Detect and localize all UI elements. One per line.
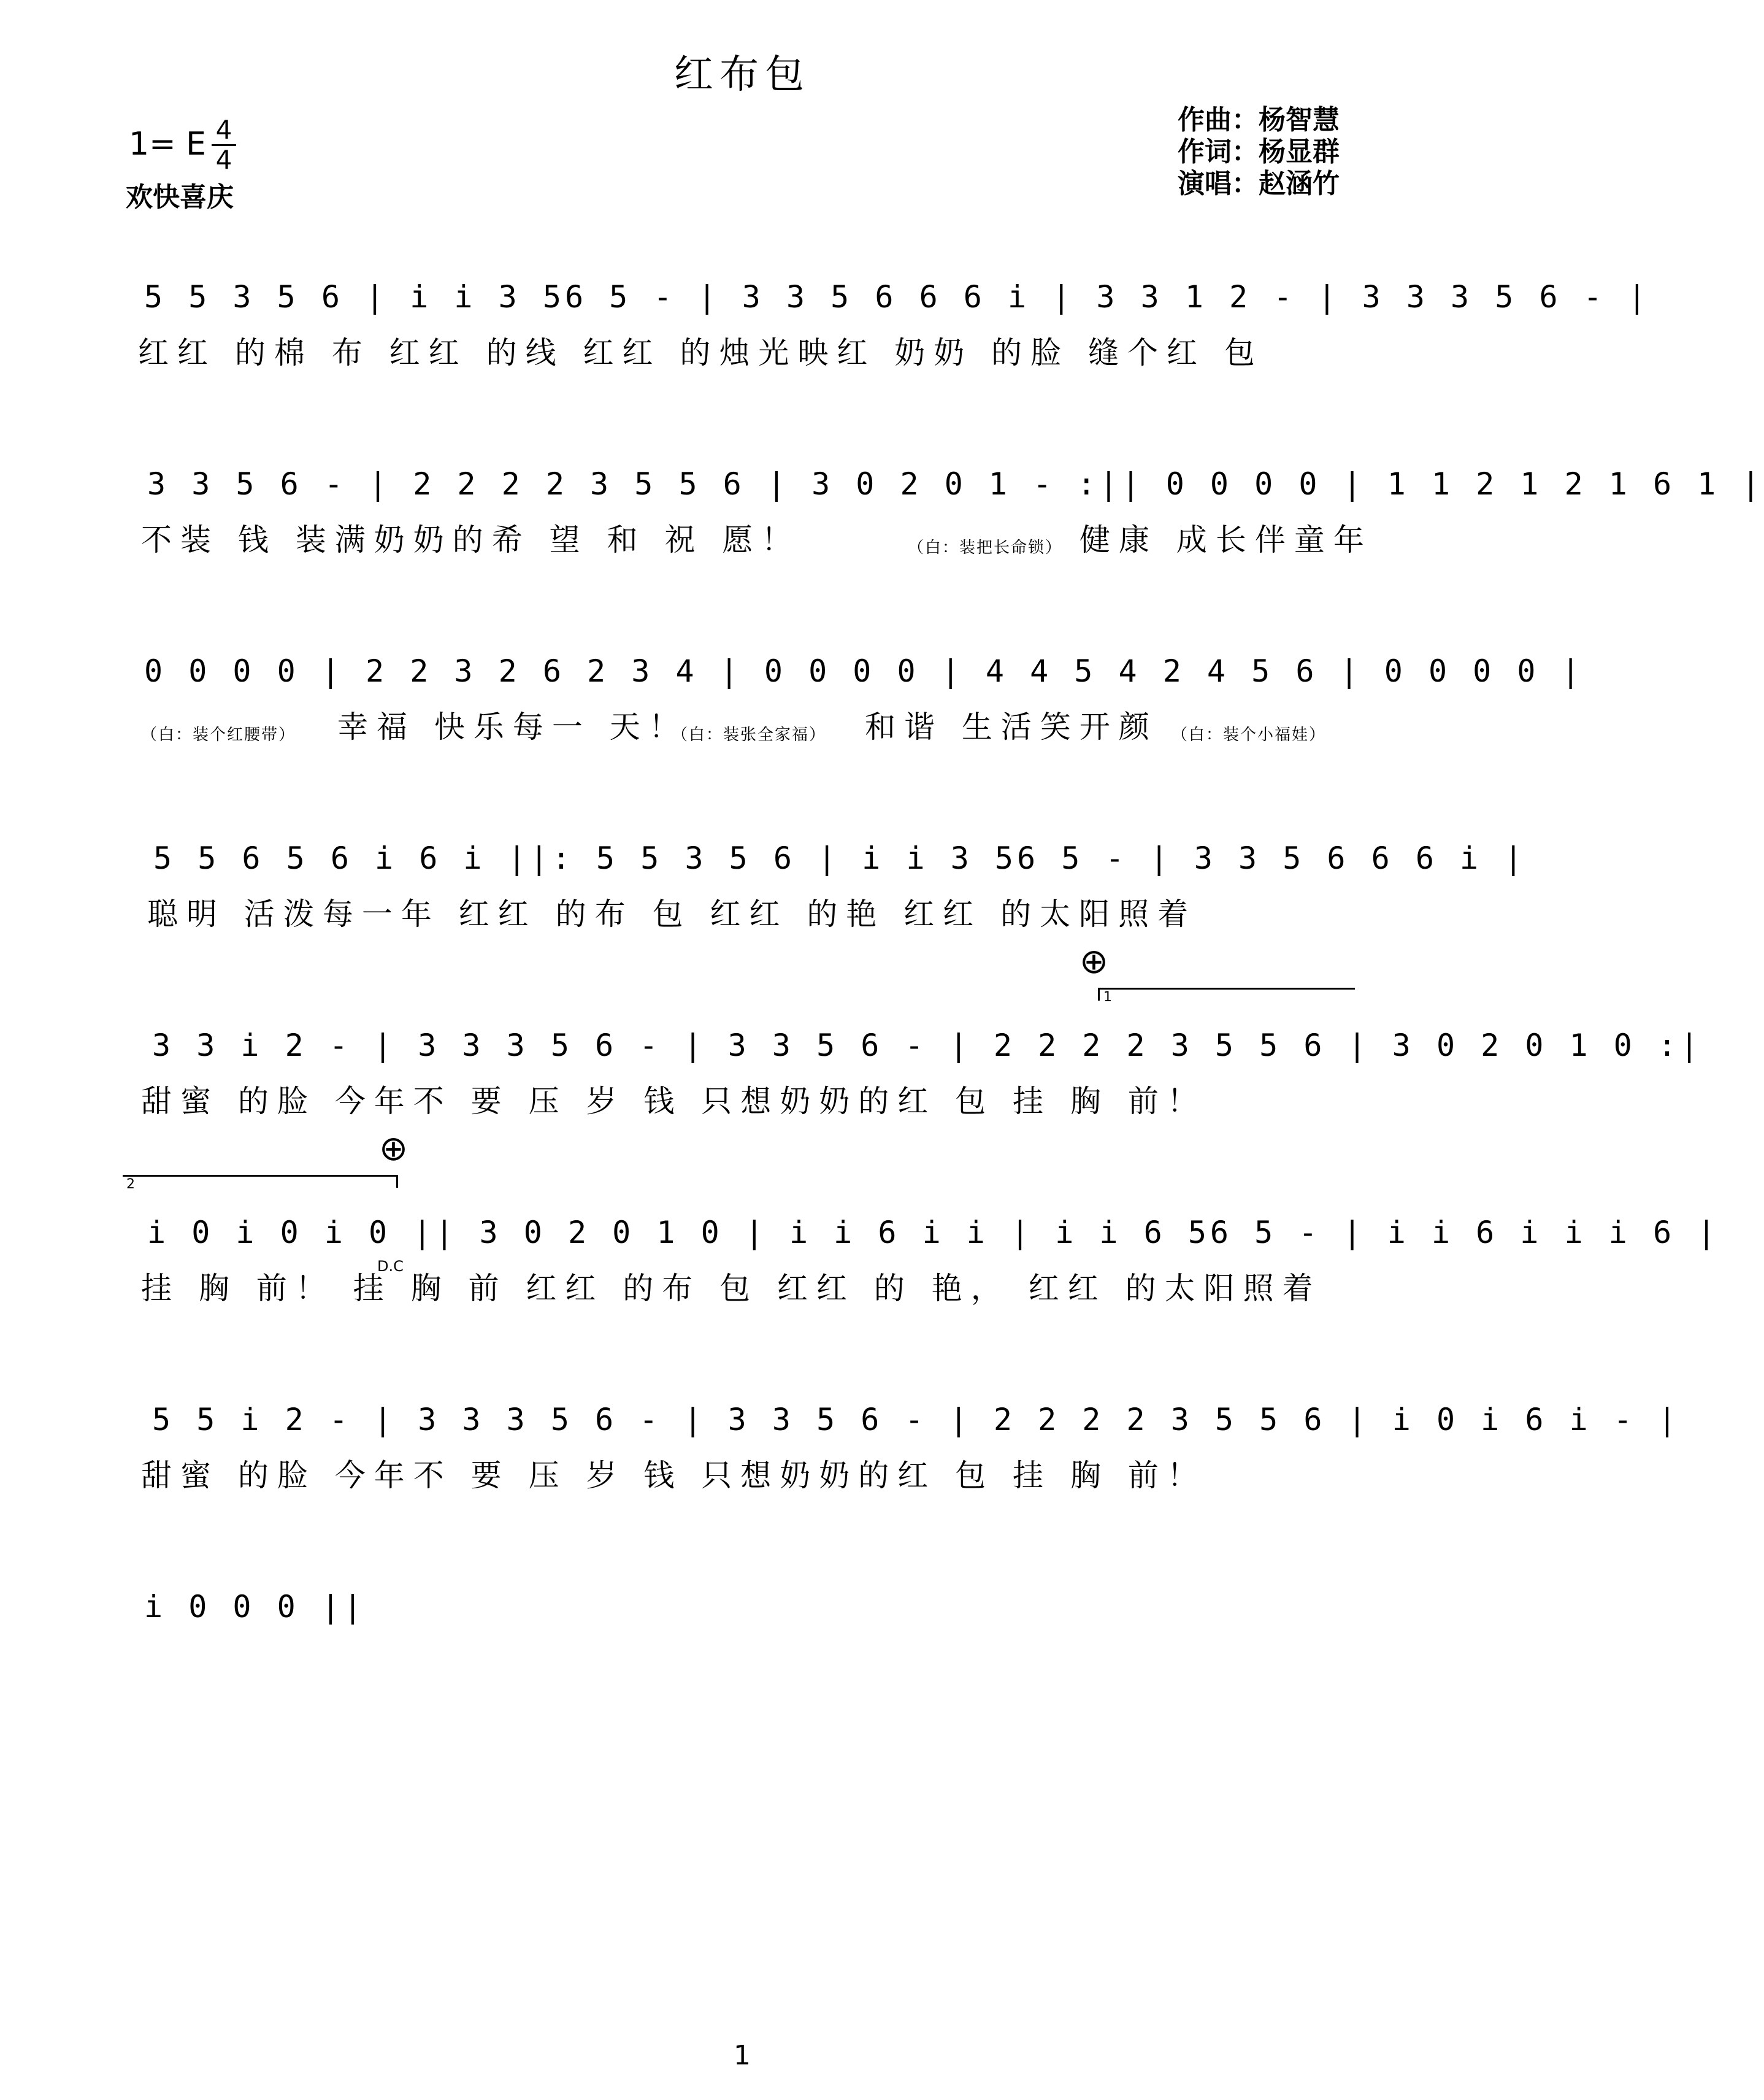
lyricist-credit: 作词：杨显群: [1178, 136, 1340, 167]
system-2-lyrics: 不装 钱 装满奶奶的希 望 和 祝 愿！: [141, 522, 801, 558]
system-3-notes: 0 0 0 0 | 2 2 3 2 6 2 3 4 | 0 0 0 0 | 4 4 5 4 2 4 5 6 | 0 0 0 0 |: [144, 653, 1584, 689]
song-title: 红布包: [674, 52, 810, 98]
system-1-lyrics: 红红 的棉 布 红红 的线 红红 的烛光映红 奶奶 的脸 缝个红 包: [138, 335, 1264, 371]
time-signature-top: 4: [215, 115, 232, 145]
system-7-notes: 5 5 i 2 - | 3 3 3 5 6 - | 3 3 5 6 - | 2 2 2 2 3 5 5 6 | i 0 i 6 i - |: [152, 1402, 1681, 1437]
time-signature-bottom: 4: [215, 145, 232, 175]
system-3-spoken-1: （白：装个红腰带）: [141, 726, 296, 744]
credits-block: [1178, 104, 1340, 200]
system-7-lyrics: 甜蜜 的脸 今年不 要 压 岁 钱 只想奶奶的红 包 挂 胸 前！: [141, 1458, 1206, 1493]
system-8-notes: i 0 0 0 ||: [144, 1589, 366, 1625]
system-4-lyrics: 聪明 活泼每一年 红红 的布 包 红红 的艳 红红 的太阳照着: [147, 896, 1197, 932]
coda-sign-1: ⊕: [1079, 942, 1108, 982]
system-2-lyrics-end: 健康 成长伴童年: [1079, 522, 1373, 558]
composer-credit: 作曲：杨智慧: [1178, 104, 1340, 136]
system-5-lyrics: 甜蜜 的脸 今年不 要 压 岁 钱 只想奶奶的红 包 挂 胸 前！: [141, 1083, 1206, 1119]
key-signature: 1= E: [129, 126, 207, 163]
system-3-spoken-3: （白：装个小福娃）: [1172, 726, 1327, 744]
system-6-notes: i 0 i 0 i 0 || 3 0 2 0 1 0 | i i 6 i i | i i 6 56 5 - | i i 6 i i i 6 |: [147, 1215, 1720, 1250]
system-4-notes: 5 5 6 5 6 i 6 i ||: 5 5 3 5 6 | i i 3 56 5 - | 3 3 5 6 6 6 i |: [153, 840, 1527, 876]
da-capo-mark: D.C: [377, 1258, 404, 1275]
system-2-spoken: （白：装把长命锁）: [908, 539, 1063, 557]
system-1-notes: 5 5 3 5 6 | i i 3 56 5 - | 3 3 5 6 6 6 i | 3 3 1 2 - | 3 3 3 5 6 - |: [144, 279, 1650, 315]
volta-1: 1: [1098, 988, 1355, 1001]
system-3-lyrics-2: 和谐 生活笑开颜: [865, 709, 1158, 745]
system-5-notes: 3 3 i 2 - | 3 3 3 5 6 - | 3 3 5 6 - | 2 2 2 2 3 5 5 6 | 3 0 2 0 1 0 :|: [152, 1028, 1703, 1063]
system-2-notes: 3 3 5 6 - | 2 2 2 2 3 5 5 6 | 3 0 2 0 1 - :|| 0 0 0 0 | 1 1 2 1 2 1 6 1 |: [147, 466, 1764, 502]
coda-sign-2: ⊕: [379, 1129, 408, 1169]
singer-credit: 演唱：赵涵竹: [1178, 168, 1340, 199]
system-3-lyrics-1: 幸福 快乐每一 天！: [337, 709, 688, 745]
system-6-lyrics: 挂 胸 前！ 挂 胸 前 红红 的布 包 红红 的 艳， 红红 的太阳照着: [141, 1271, 1322, 1306]
page-number: 1: [734, 2040, 751, 2071]
time-signature: [212, 115, 236, 175]
system-3-spoken-2: （白：装张全家福）: [672, 726, 827, 744]
volta-2: 2: [123, 1175, 398, 1188]
tempo-marking: 欢快喜庆: [126, 182, 234, 213]
